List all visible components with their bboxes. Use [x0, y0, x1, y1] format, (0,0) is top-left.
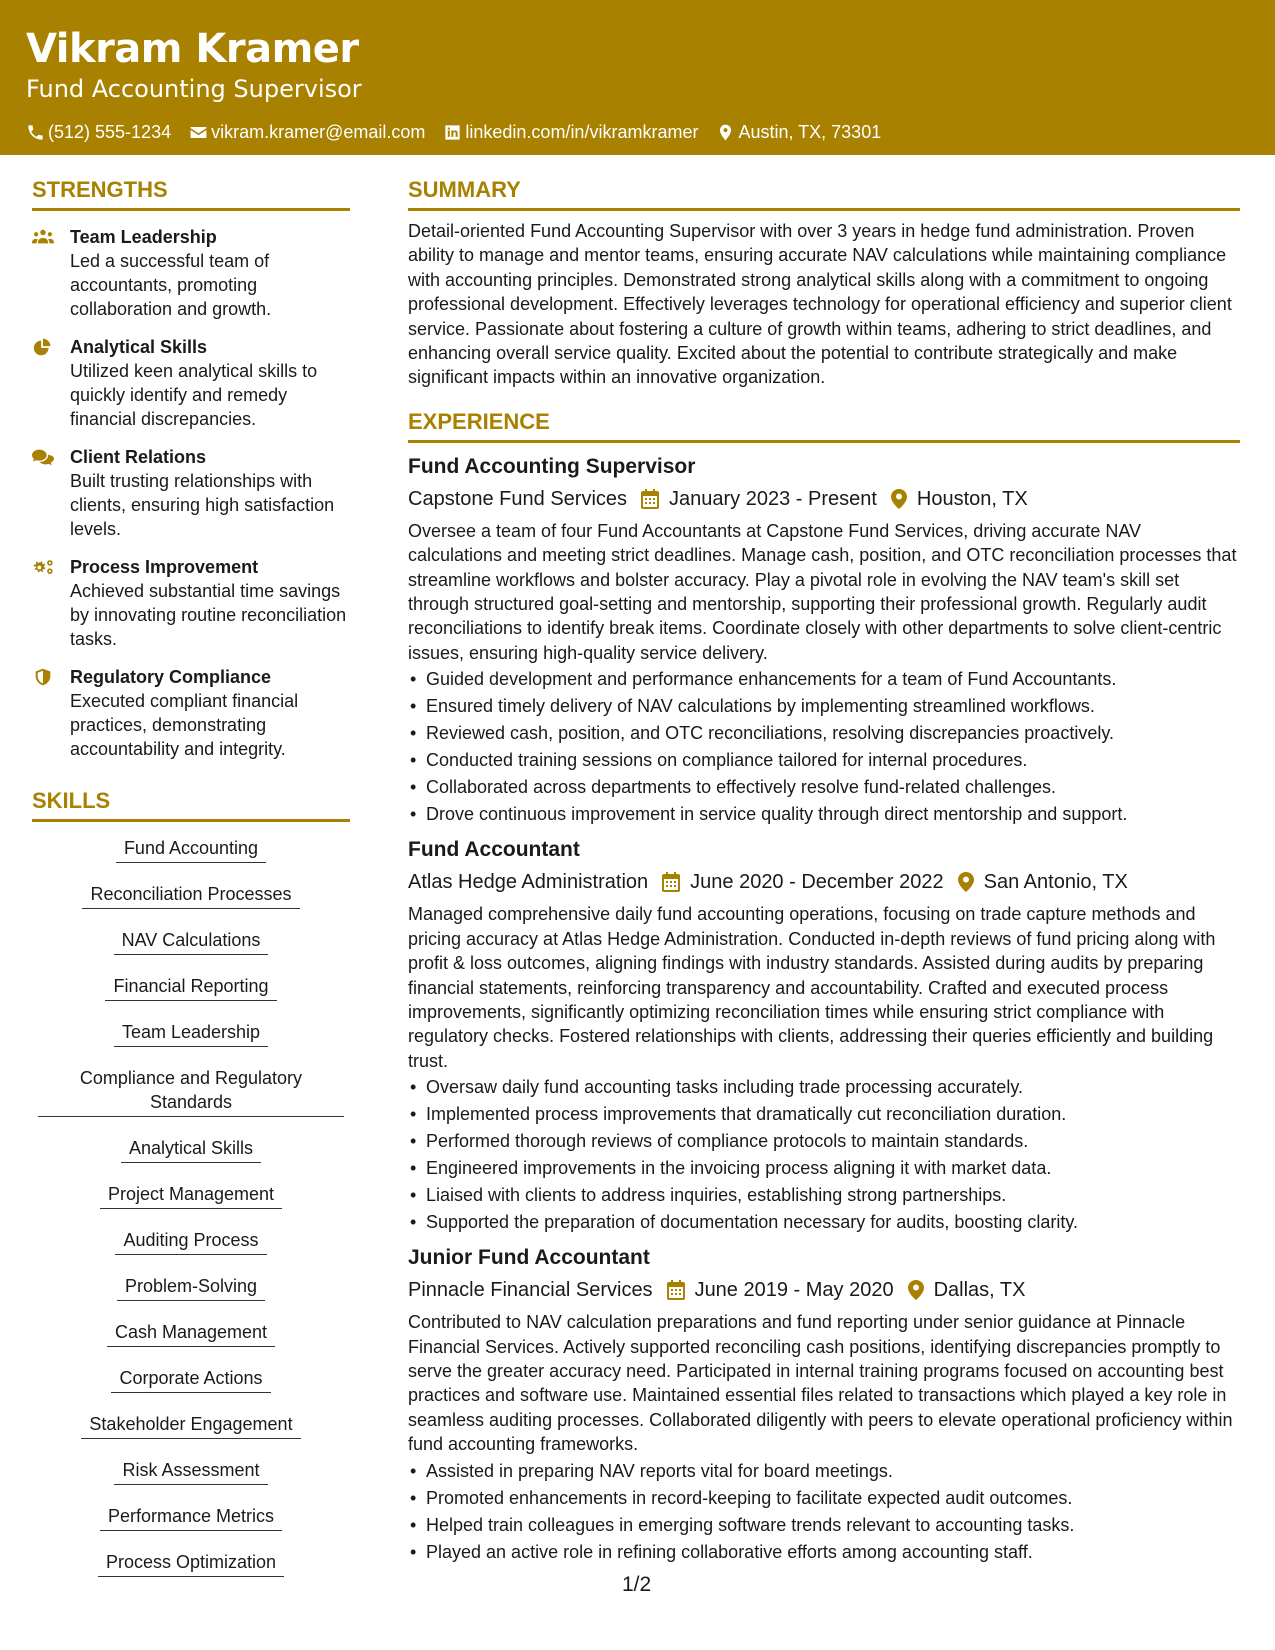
skills-heading: SKILLS: [32, 787, 350, 822]
strength-desc: Executed compliant financial practices, demonstrating accountability and integrity.: [70, 691, 299, 759]
list-item: • Played an active role in refining collaborative efforts among accounting staff.: [408, 1540, 1240, 1564]
skill-tag: Cash Management: [107, 1320, 275, 1347]
list-item: • Oversaw daily fund accounting tasks including trade processing accurately.: [408, 1075, 1240, 1099]
job-entry: [408, 1244, 1240, 1563]
job-meta: [408, 1276, 1240, 1304]
map-pin-icon: [908, 1280, 924, 1300]
skill-tag: Analytical Skills: [121, 1136, 261, 1163]
job-title: Fund Accounting Supervisor: [408, 454, 696, 478]
job-entry: [408, 836, 1240, 1234]
strength-title: Client Relations: [70, 447, 207, 467]
candidate-name: Vikram Kramer: [26, 26, 359, 72]
chat-icon: [32, 448, 54, 466]
skill-tag: Performance Metrics: [100, 1504, 282, 1531]
job-description: Contributed to NAV calculation preparations and fund reporting under senior guidance at Pinnacle Financial Services. Actively supported reconciling cash positions, identifying discrepancies promptly to serve the greater accuracy need. Participated in internal training programs focused on accounting best practices and software use. Maintained essential files related to transactions which played a key role in seamless auditing processes. Collaborated diligently with peers to elevate operational proficiency within fund accounting frameworks.: [408, 1312, 1233, 1455]
map-pin-icon: [716, 123, 735, 142]
strength-item: [32, 335, 350, 431]
list-item: • Guided development and performance enhancements for a team of Fund Accountants.: [408, 667, 1240, 691]
map-pin-icon: [958, 872, 974, 892]
skill-tag: Compliance and Regulatory Standards: [38, 1066, 344, 1117]
skill-tag: Financial Reporting: [105, 974, 276, 1001]
calendar-icon: [662, 872, 680, 892]
envelope-icon: [189, 123, 208, 142]
team-icon: [32, 228, 54, 246]
calendar-icon: [641, 489, 659, 509]
list-item: • Performed thorough reviews of compliance protocols to maintain standards.: [408, 1129, 1240, 1153]
list-item: • Implemented process improvements that dramatically cut reconciliation duration.: [408, 1102, 1240, 1126]
strength-title: Analytical Skills: [70, 337, 208, 357]
strength-item: [32, 445, 350, 541]
contact-phone-text: (512) 555-1234: [48, 122, 172, 142]
skill-tag: Process Optimization: [98, 1550, 284, 1577]
list-item: • Assisted in preparing NAV reports vital for board meetings.: [408, 1459, 1240, 1483]
right-column: [408, 176, 1240, 1567]
list-item: • Collaborated across departments to effectively resolve fund-related challenges.: [408, 775, 1240, 799]
job-company: Pinnacle Financial Services: [408, 1279, 653, 1302]
list-item: • Helped train colleagues in emerging software trends relevant to accounting tasks.: [408, 1513, 1240, 1537]
job-location: Houston, TX: [916, 487, 1028, 510]
strengths-heading: STRENGTHS: [32, 176, 350, 211]
contact-linkedin[interactable]: [443, 120, 698, 144]
list-item: • Engineered improvements in the invoicing process aligning it with market data.: [408, 1156, 1240, 1180]
job-dates: January 2023 - Present: [669, 487, 877, 510]
shield-icon: [32, 668, 54, 686]
strength-item: [32, 225, 350, 321]
contact-email[interactable]: [189, 120, 425, 144]
skill-tag: Team Leadership: [114, 1020, 268, 1047]
job-dates: June 2019 - May 2020: [694, 1279, 894, 1302]
page-number: 1/2: [622, 1573, 652, 1596]
job-dates: June 2020 - December 2022: [690, 871, 944, 894]
job-company: Atlas Hedge Administration: [408, 871, 649, 894]
left-column: [32, 176, 350, 1596]
pie-chart-icon: [32, 338, 54, 356]
list-item: • Ensured timely delivery of NAV calculations by implementing streamlined workflows.: [408, 694, 1240, 718]
candidate-title: Fund Accounting Supervisor: [26, 75, 362, 103]
contact-phone[interactable]: [26, 120, 171, 144]
job-location: Dallas, TX: [933, 1279, 1026, 1302]
map-pin-icon: [891, 489, 907, 509]
strength-desc: Utilized keen analytical skills to quickly identify and remedy financial discrepancies.: [70, 361, 318, 429]
skill-tag: Problem-Solving: [117, 1274, 265, 1301]
strength-item: [32, 665, 350, 761]
strength-title: Regulatory Compliance: [70, 667, 272, 687]
calendar-icon: [667, 1280, 685, 1300]
summary-heading: SUMMARY: [408, 176, 1240, 211]
contact-linkedin-text: linkedin.com/in/vikramkramer: [465, 122, 699, 142]
strength-desc: Built trusting relationships with clients, ensuring high satisfaction levels.: [70, 471, 335, 539]
skill-tag: Auditing Process: [115, 1228, 266, 1255]
contact-location: [716, 120, 881, 144]
job-meta: [408, 485, 1240, 513]
skill-tag: Risk Assessment: [114, 1458, 267, 1485]
list-item: • Drove continuous improvement in service quality through direct mentorship and support.: [408, 802, 1240, 826]
job-title: Fund Accountant: [408, 838, 580, 862]
skill-tag: Reconciliation Processes: [82, 882, 299, 909]
list-item: • Promoted enhancements in record-keeping to facilitate expected audit outcomes.: [408, 1486, 1240, 1510]
skill-tag: NAV Calculations: [114, 928, 269, 955]
job-company: Capstone Fund Services: [408, 487, 628, 510]
contact-email-text: vikram.kramer@email.com: [211, 122, 426, 142]
job-meta: [408, 868, 1240, 896]
job-bullets: [408, 1459, 1240, 1564]
job-entry: [408, 453, 1240, 826]
list-item: • Reviewed cash, position, and OTC reconciliations, resolving discrepancies proactively.: [408, 721, 1240, 745]
skills-list: [32, 836, 350, 1596]
gears-icon: [32, 558, 54, 576]
list-item: • Supported the preparation of documentation necessary for audits, boosting clarity.: [408, 1210, 1240, 1234]
job-location: San Antonio, TX: [983, 871, 1128, 894]
skill-tag: Project Management: [100, 1182, 282, 1209]
strength-desc: Achieved substantial time savings by innovating routine reconciliation tasks.: [70, 581, 347, 649]
linkedin-icon: [443, 123, 462, 142]
list-item: • Liaised with clients to address inquiries, establishing strong partnerships.: [408, 1183, 1240, 1207]
resume-header: [0, 0, 1275, 155]
summary-text: Detail-oriented Fund Accounting Supervisor with over 3 years in hedge fund administration. Proven ability to manage and mentor teams, ensuring accurate NAV calculations while maintaining compliance with accounting principles. Demonstrated strong analytical skills along with a commitment to ongoing professional development. Effectively leverages technology for operational efficiency and superior client service. Passionate about fostering a culture of growth within teams, adhering to strict deadlines, and enhancing overall service quality. Excited about the potential to contribute strategically and make significant impacts within an innovative organization.: [408, 221, 1232, 388]
strength-desc: Led a successful team of accountants, promoting collaboration and growth.: [70, 251, 272, 319]
job-description: Managed comprehensive daily fund accounting operations, focusing on trade capture methods and pricing accuracy at Atlas Hedge Administration. Conducted in-depth reviews of fund pricing along with profit & loss outcomes, aligning findings with industry standards. Assisted during audits by preparing financial statements, reinforcing transparency and accountability. Crafted and executed process improvements, significantly optimizing reconciliation times while ensuring strict compliance with regulatory checks. Fostered relationships with clients, addressing their queries efficiently and building trust.: [408, 904, 1216, 1071]
strength-item: [32, 555, 350, 651]
job-bullets: [408, 667, 1240, 826]
contact-bar: [26, 120, 1249, 144]
experience-heading: EXPERIENCE: [408, 408, 1240, 443]
skill-tag: Stakeholder Engagement: [81, 1412, 300, 1439]
strength-title: Process Improvement: [70, 557, 259, 577]
strength-title: Team Leadership: [70, 227, 217, 247]
list-item: • Conducted training sessions on compliance tailored for internal procedures.: [408, 748, 1240, 772]
contact-location-text: Austin, TX, 73301: [738, 122, 882, 142]
phone-icon: [26, 123, 45, 142]
skill-tag: Corporate Actions: [111, 1366, 270, 1393]
job-title: Junior Fund Accountant: [408, 1246, 650, 1270]
job-bullets: [408, 1075, 1240, 1234]
job-description: Oversee a team of four Fund Accountants at Capstone Fund Services, driving accurate NAV calculations and meeting strict deadlines. Manage cash, position, and OTC reconciliation processes that streamline workflows and bolster accuracy. Play a pivotal role in evolving the NAV team's skill set through structured goal-setting and mentorship, supporting their professional growth. Regularly audit reconciliations to identify break items. Coordinate closely with other departments to solve client-centric issues, ensuring high-quality service delivery.: [408, 520, 1237, 663]
skill-tag: Fund Accounting: [116, 836, 266, 863]
